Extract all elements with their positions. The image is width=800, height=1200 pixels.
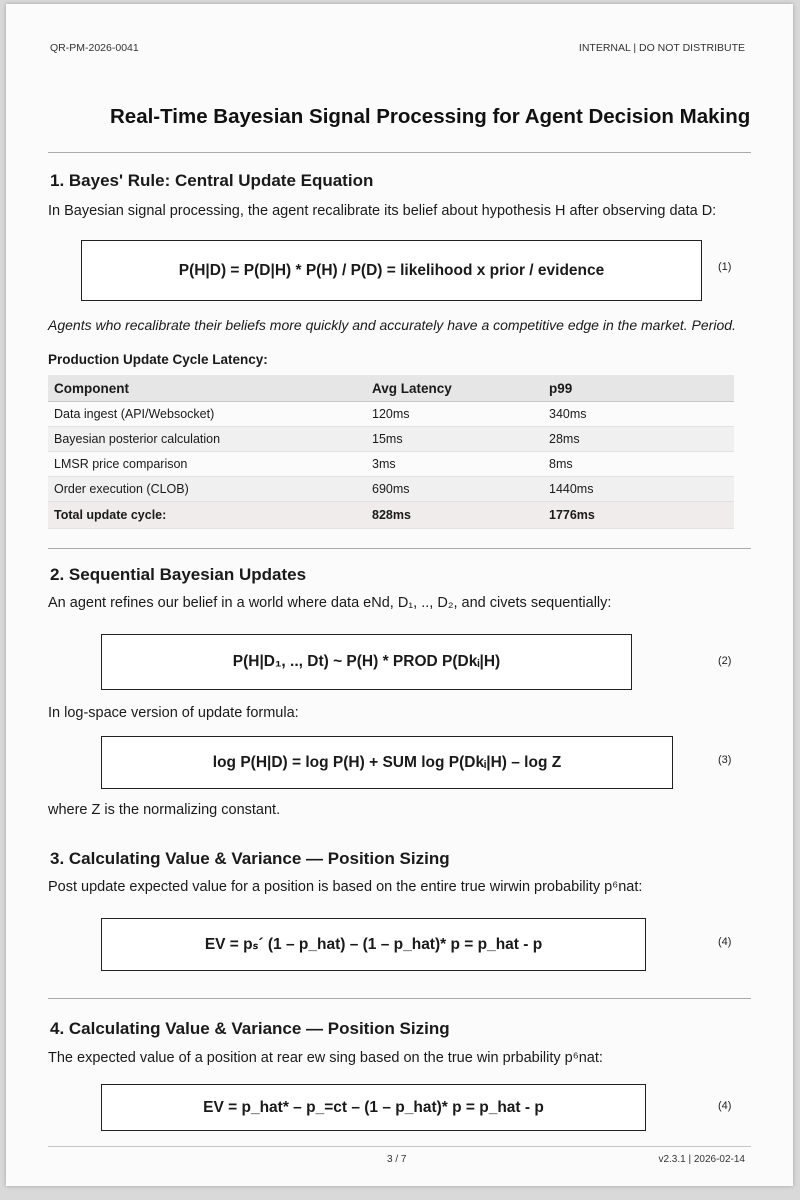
column-header-avg-latency: Avg Latency <box>366 375 543 402</box>
table-cell: LMSR price comparison <box>48 452 366 477</box>
equation-4-number: (4) <box>718 936 732 948</box>
classification-label: INTERNAL | DO NOT DISTRIBUTE <box>578 42 745 54</box>
total-p99: 1776ms <box>543 502 734 529</box>
equation-1: P(H|D) = P(D|H) * P(H) / P(D) = likelihood x prior / evidence <box>81 240 702 301</box>
equation-3: log P(H|D) = log P(H) + SUM log P(Dkᵢ|H) – log Z <box>101 736 673 789</box>
table-row <box>48 402 734 427</box>
table-cell: 1440ms <box>543 477 734 502</box>
table-cell: 8ms <box>543 452 734 477</box>
section-3-intro: Post update expected value for a position is based on the entire true wirwin probability p⁶nat: <box>48 879 643 895</box>
section-3-heading: 3. Calculating Value & Variance — Position Sizing <box>50 849 450 868</box>
table-cell: 690ms <box>366 477 543 502</box>
equation-1-number: (1) <box>718 261 732 273</box>
equation-3-number: (3) <box>718 754 732 766</box>
total-label: Total update cycle: <box>48 502 366 529</box>
section-2-intro: An agent refines our belief in a world where data eNd, D₁, .., D₂, and civets sequentially: <box>48 595 612 611</box>
page-title: Real-Time Bayesian Signal Processing for Agent Decision Making <box>110 105 751 128</box>
table-cell: 340ms <box>543 402 734 427</box>
table-cell: 15ms <box>366 427 543 452</box>
divider <box>48 548 751 549</box>
table-cell: Order execution (CLOB) <box>48 477 366 502</box>
version-date: v2.3.1 | 2026-02-14 <box>658 1154 745 1165</box>
equation-2: P(H|D₁, .., Dt) ~ P(H) * PROD P(Dkᵢ|H) <box>101 634 632 690</box>
table-header-row <box>48 375 734 402</box>
divider <box>48 152 751 153</box>
section-4-heading: 4. Calculating Value & Variance — Position Sizing <box>50 1019 450 1038</box>
log-space-intro: In log-space version of update formula: <box>48 705 299 721</box>
table-total-row <box>48 502 734 529</box>
total-avg-latency: 828ms <box>366 502 543 529</box>
table-cell: 28ms <box>543 427 734 452</box>
equation-4: EV = pₛ´ (1 – p_hat) – (1 – p_hat)* p = p_hat - p <box>101 918 646 971</box>
section-1-note: Agents who recalibrate their beliefs more quickly and accurately have a competitive edge in the market. Period. <box>48 317 736 333</box>
table-row <box>48 427 734 452</box>
normalizing-note: where Z is the normalizing constant. <box>48 802 281 818</box>
table-cell: 3ms <box>366 452 543 477</box>
table-row <box>48 452 734 477</box>
column-header-p99: p99 <box>543 375 734 402</box>
footer-divider <box>48 1146 751 1147</box>
latency-table-title: Production Update Cycle Latency: <box>48 352 268 367</box>
document-page <box>6 4 793 1186</box>
doc-id: QR-PM-2026-0041 <box>50 42 139 54</box>
section-1-intro: In Bayesian signal processing, the agent recalibrate its belief about hypothesis H after observing data D: <box>48 203 717 219</box>
section-2-heading: 2. Sequential Bayesian Updates <box>50 565 307 584</box>
table-row <box>48 477 734 502</box>
section-1-heading: 1. Bayes' Rule: Central Update Equation <box>50 171 374 190</box>
table-cell: Data ingest (API/Websocket) <box>48 402 366 427</box>
latency-table <box>48 375 734 529</box>
page-number: 3 / 7 <box>387 1154 407 1165</box>
equation-4b: EV = p_hat* – p_=ct – (1 – p_hat)* p = p_hat - p <box>101 1084 646 1131</box>
section-4-intro: The expected value of a position at rear ew sing based on the true win prbability p⁶nat: <box>48 1050 603 1066</box>
column-header-component: Component <box>48 375 366 402</box>
equation-4b-number: (4) <box>718 1100 732 1112</box>
table-cell: Bayesian posterior calculation <box>48 427 366 452</box>
table-cell: 120ms <box>366 402 543 427</box>
equation-2-number: (2) <box>718 655 732 667</box>
divider <box>48 998 751 999</box>
